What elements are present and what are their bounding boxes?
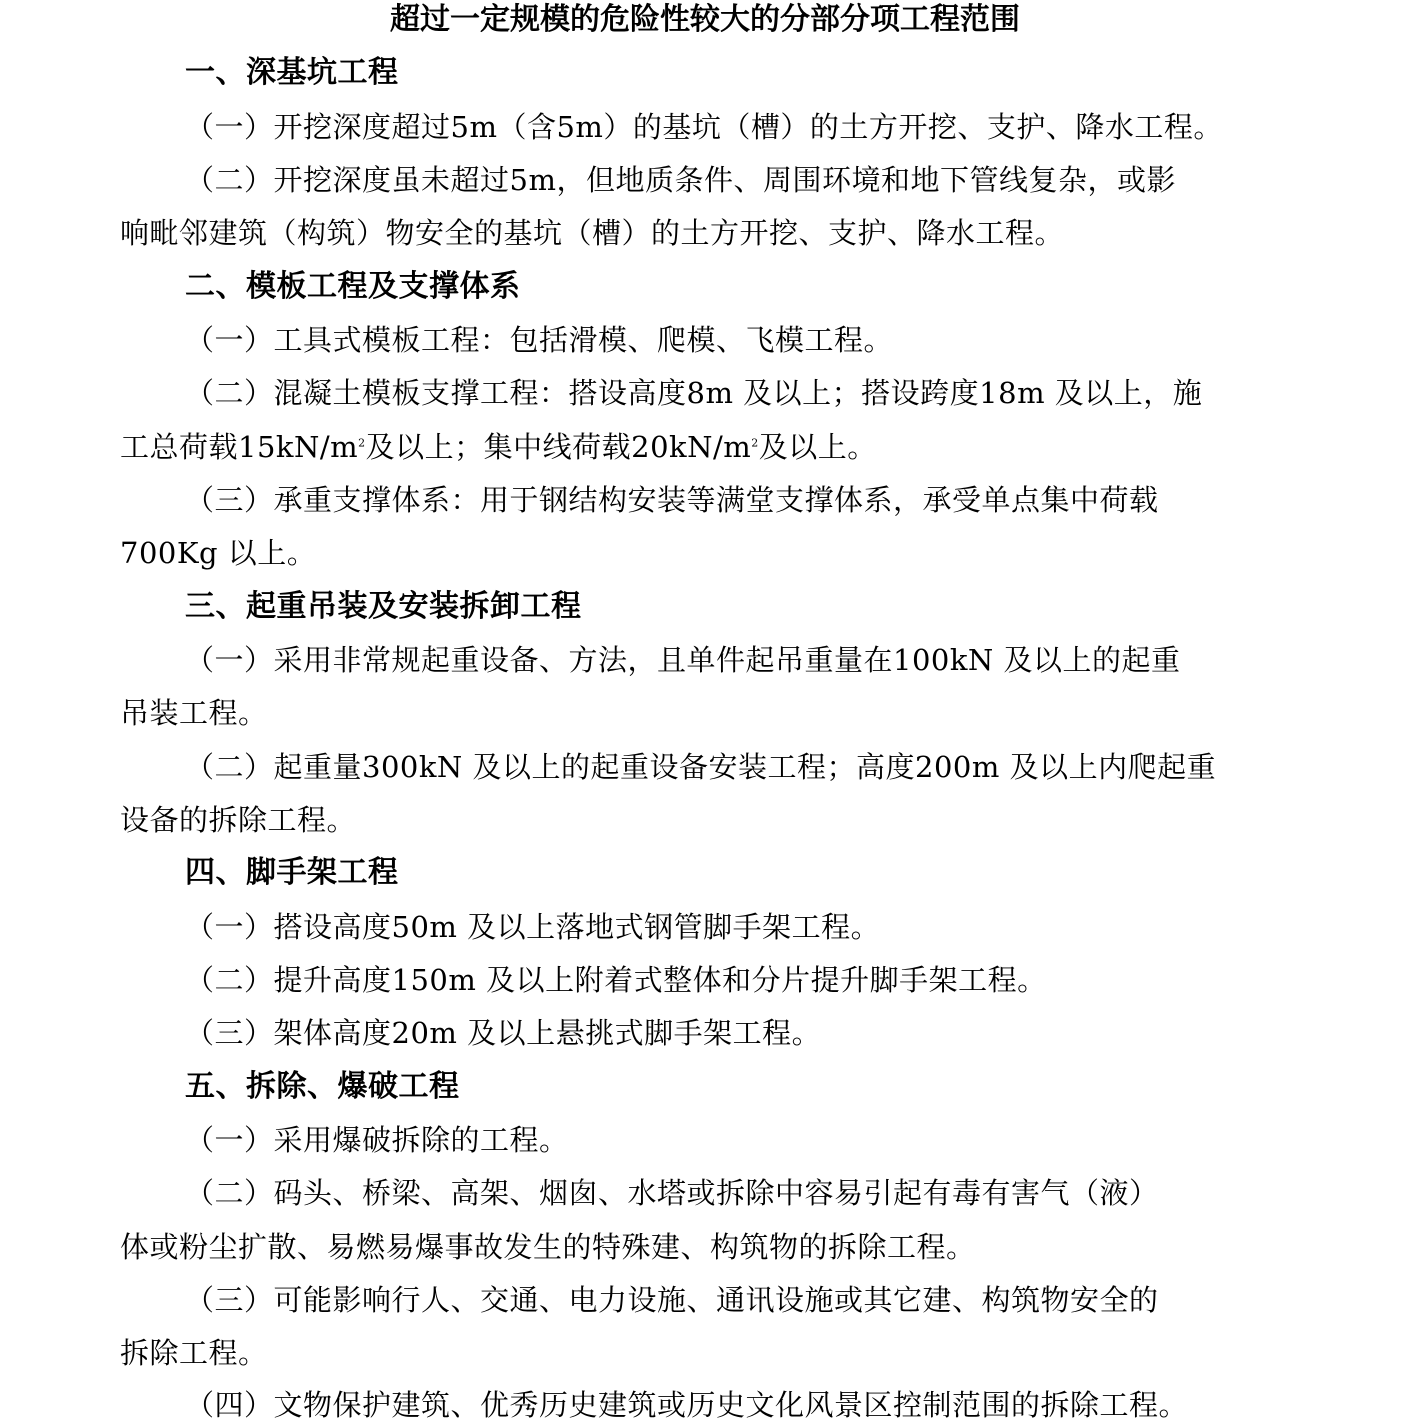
section-5-item-3: （三）可能影响行人、交通、电力设施、通讯设施或其它建、构筑物安全的 [185,1283,1159,1317]
section-2-item-2-cont [120,427,877,467]
section-4-item-1: （一）搭设高度50m 及以上落地式钢管脚手架工程。 [185,910,881,944]
load-text-2: 及以上；集中线荷载20kN/m [365,430,752,464]
document-title: 超过一定规模的危险性较大的分部分项工程范围 [390,2,1020,37]
section-1-item-1: （一）开挖深度超过5m（含5m）的基坑（槽）的土方开挖、支护、降水工程。 [185,110,1223,144]
section-2-item-1: （一）工具式模板工程：包括滑模、爬模、飞模工程。 [185,323,894,357]
section-4-item-3: （三）架体高度20m 及以上悬挑式脚手架工程。 [185,1016,822,1050]
section-heading-2: 二、模板工程及支撑体系 [185,269,521,304]
section-3-item-1-cont: 吊装工程。 [120,696,268,730]
section-heading-5: 五、拆除、爆破工程 [185,1069,460,1104]
section-5-item-1: （一）采用爆破拆除的工程。 [185,1123,569,1157]
superscript-1: 2 [358,436,366,450]
section-3-item-2-cont: 设备的拆除工程。 [120,803,357,837]
section-2-item-2: （二）混凝土模板支撑工程：搭设高度8m 及以上；搭设跨度18m 及以上，施 [185,376,1203,410]
section-1-item-2-cont: 响毗邻建筑（构筑）物安全的基坑（槽）的土方开挖、支护、降水工程。 [120,216,1065,250]
section-4-item-2: （二）提升高度150m 及以上附着式整体和分片提升脚手架工程。 [185,963,1047,997]
section-2-item-3: （三）承重支撑体系：用于钢结构安装等满堂支撑体系，承受单点集中荷载 [185,483,1159,517]
section-5-item-4: （四）文物保护建筑、优秀历史建筑或历史文化风景区控制范围的拆除工程。 [185,1388,1189,1422]
section-1-item-2: （二）开挖深度虽未超过5m，但地质条件、周围环境和地下管线复杂，或影 [185,163,1176,197]
section-5-item-2-cont: 体或粉尘扩散、易燃易爆事故发生的特殊建、构筑物的拆除工程。 [120,1230,976,1264]
section-3-item-1: （一）采用非常规起重设备、方法，且单件起吊重量在100kN 及以上的起重 [185,643,1181,677]
section-5-item-2: （二）码头、桥梁、高架、烟囱、水塔或拆除中容易引起有毒有害气（液） [185,1176,1159,1210]
section-5-item-3-cont: 拆除工程。 [120,1336,268,1370]
section-heading-4: 四、脚手架工程 [185,855,399,890]
section-3-item-2: （二）起重量300kN 及以上的起重设备安装工程；高度200m 及以上内爬起重 [185,750,1217,784]
load-text-3: 及以上。 [758,430,877,464]
section-2-item-3-cont: 700Kg 以上。 [120,536,317,570]
section-heading-1: 一、深基坑工程 [185,55,399,90]
section-heading-3: 三、起重吊装及安装拆卸工程 [185,589,582,624]
superscript-2: 2 [751,436,759,450]
load-text-1: 工总荷载15kN/m [120,430,359,464]
